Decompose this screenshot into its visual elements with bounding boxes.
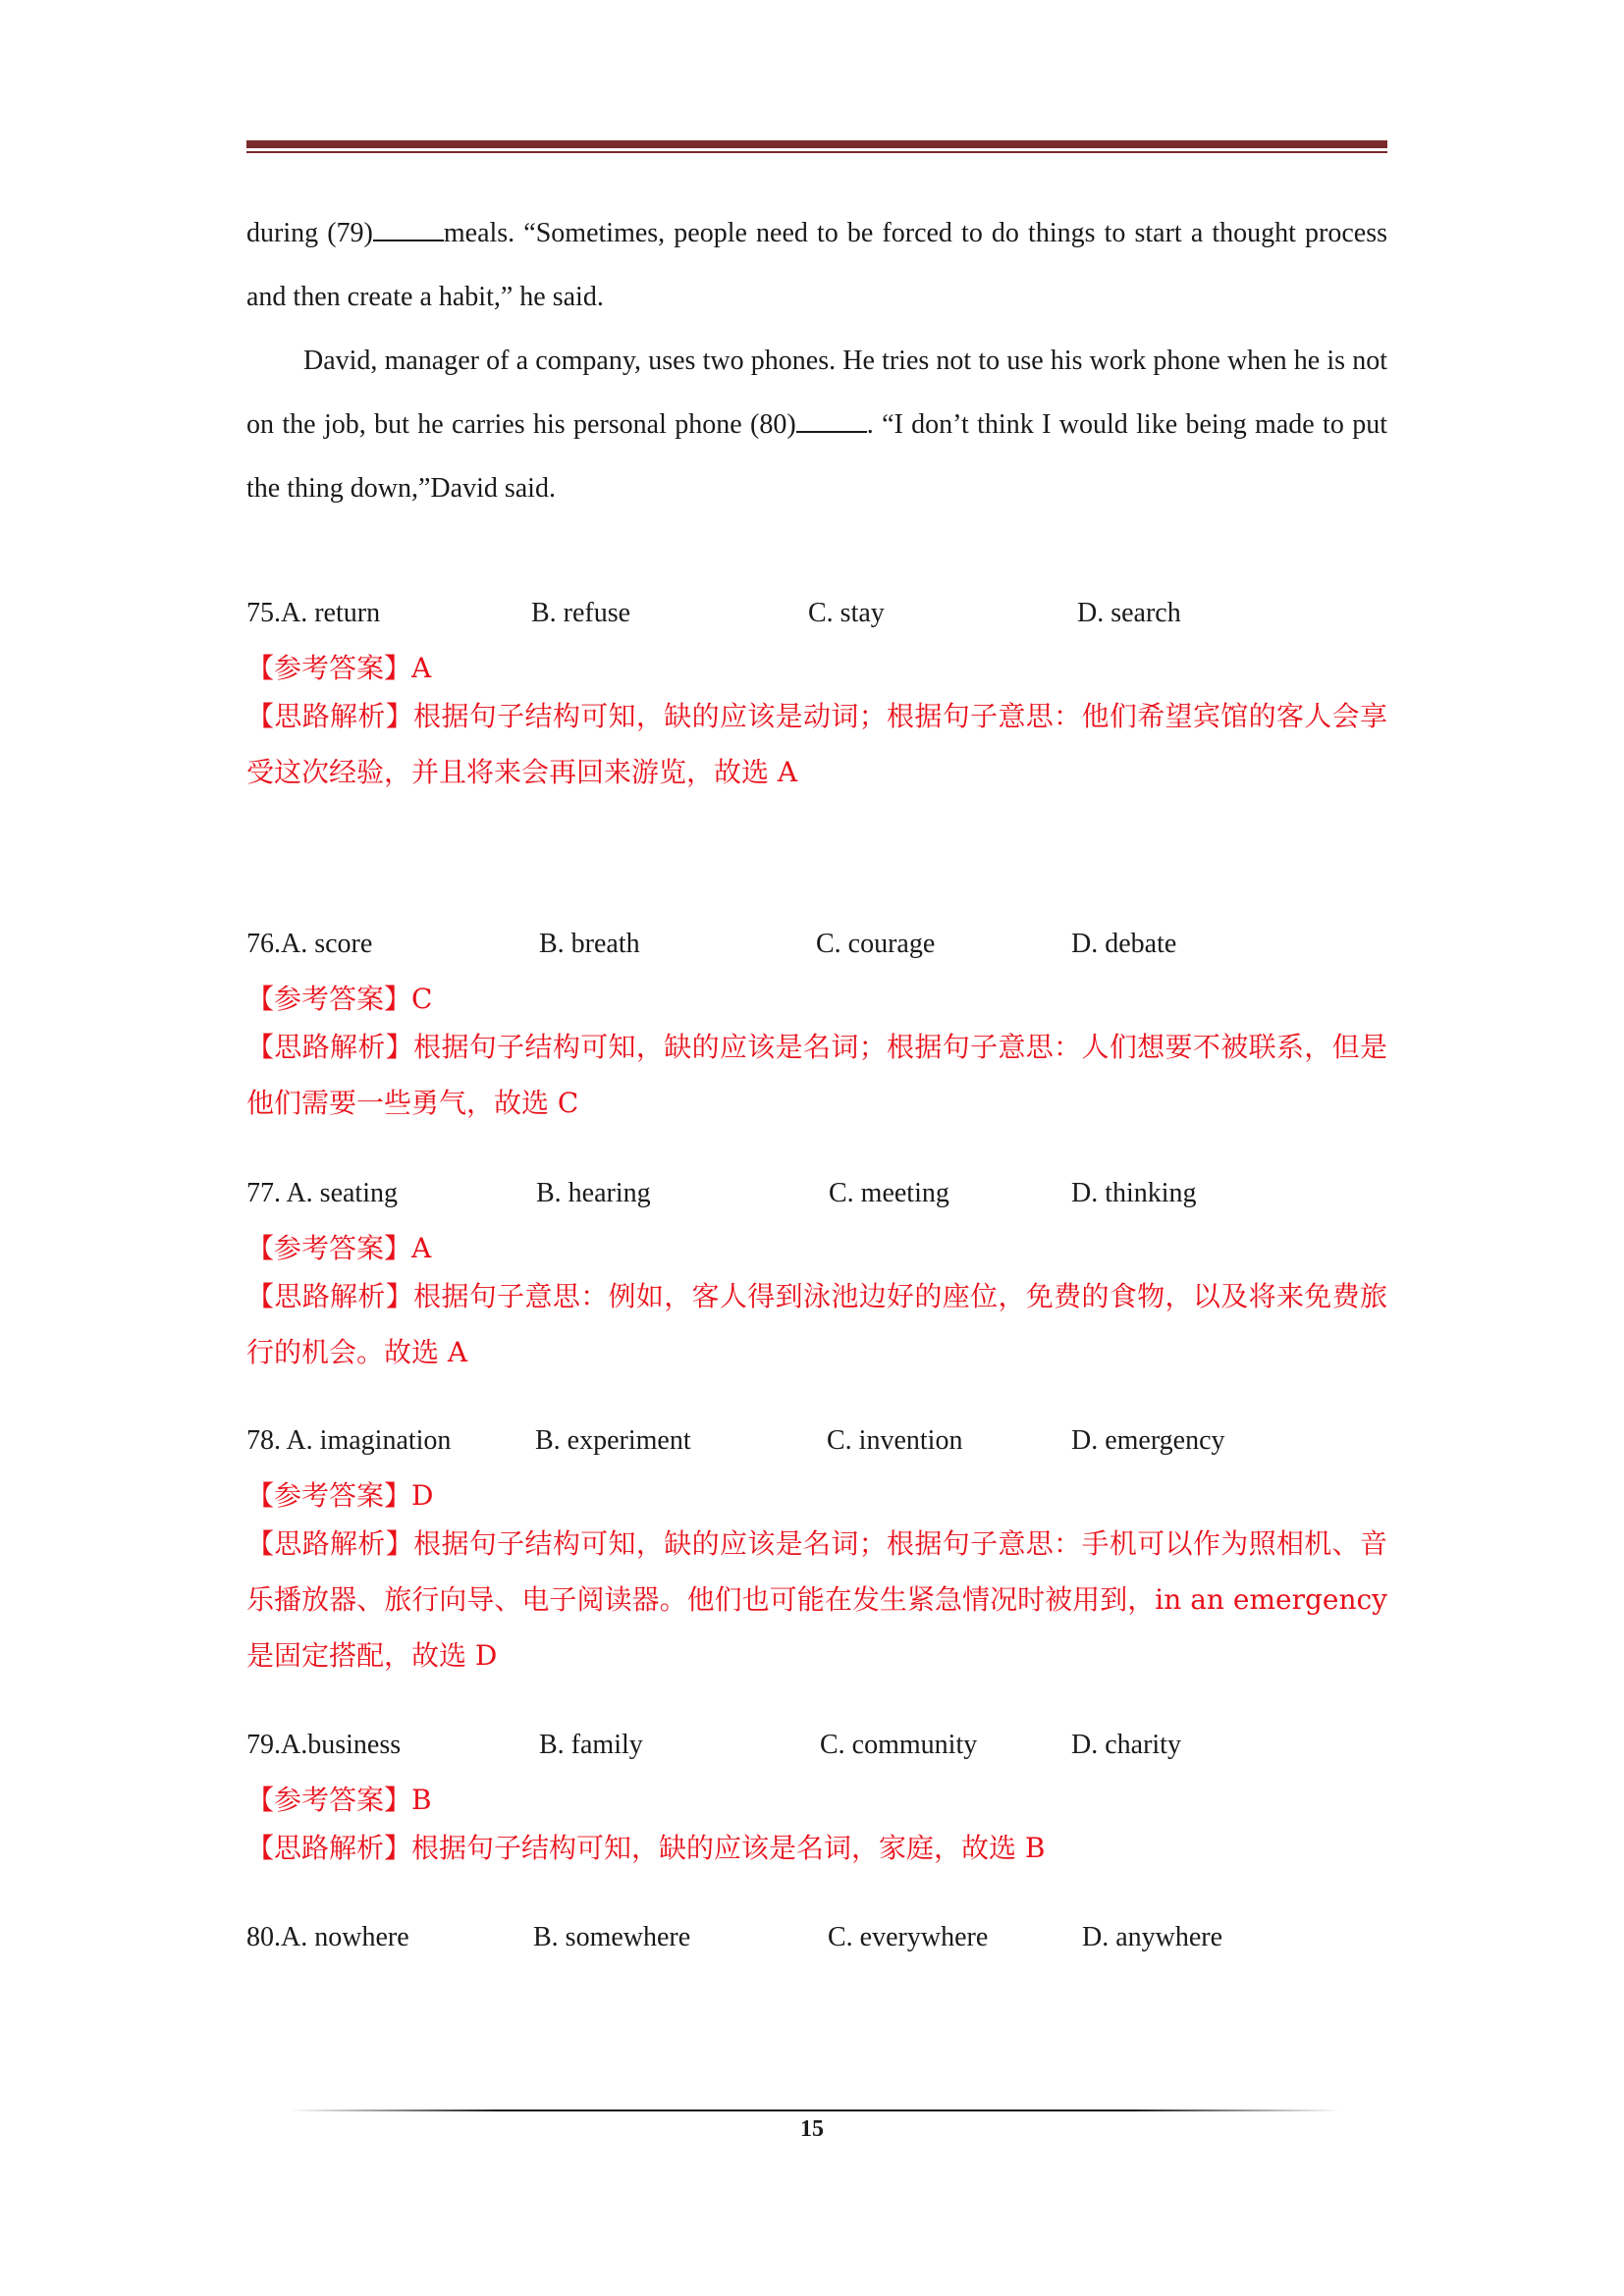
explanation: 【思路解析】根据句子结构可知，缺的应该是名词；根据句子意思：手机可以作为照相机、音乐播放器、旅行向导、电子阅读器。他们也可能在发生紧急情况时被用到，in an emergency 是固定搭配，故选 D (246, 1527, 1387, 1672)
options-row (246, 1918, 1387, 1957)
option-d: D. thinking (1071, 1178, 1197, 1208)
blank-80 (796, 407, 867, 433)
option-b: B. hearing (536, 1178, 651, 1208)
question-77 (246, 1174, 1387, 1380)
footer-rule (290, 2109, 1340, 2111)
option-a: 76.A. score (246, 929, 373, 959)
option-a: 80.A. nowhere (246, 1922, 409, 1952)
page-number: 15 (800, 2116, 824, 2142)
option-c: C. meeting (829, 1178, 949, 1208)
options-row (246, 925, 1387, 964)
passage-text: during (79) (246, 218, 373, 248)
passage-paragraph-2 (246, 329, 1387, 520)
question-78 (246, 1421, 1387, 1683)
option-d: D. anywhere (1082, 1922, 1223, 1952)
option-c: C. community (820, 1730, 978, 1760)
option-b: B. somewhere (533, 1922, 691, 1952)
option-c: C. invention (827, 1425, 963, 1456)
passage-paragraph-1 (246, 201, 1387, 329)
reference-answer: 【参考答案】D (246, 1479, 434, 1512)
passage-text: David, manager of a company, uses two phones. He tries not to use his work phone when he is not on the job, but he carries his personal phone (80) (246, 346, 1387, 440)
passage-text: meals. “Sometimes, people need to be forced to do things to start a thought process and then create a habit,” he said. (246, 218, 1387, 312)
option-d: D. charity (1071, 1730, 1181, 1760)
header-rule-thin (246, 151, 1387, 153)
header-rule-thick (246, 140, 1387, 148)
option-a: 77. A. seating (246, 1178, 398, 1208)
options-row (246, 1174, 1387, 1213)
options-row (246, 594, 1387, 633)
option-b: B. experiment (535, 1425, 691, 1456)
reference-answer: 【参考答案】C (246, 983, 433, 1015)
option-d: D. search (1077, 598, 1181, 628)
option-b: B. breath (539, 929, 640, 959)
reference-answer: 【参考答案】B (246, 1784, 432, 1816)
blank-79 (373, 216, 444, 241)
option-b: B. refuse (531, 598, 631, 628)
option-c: C. everywhere (828, 1922, 989, 1952)
option-a: 79.A.business (246, 1730, 402, 1760)
option-b: B. family (539, 1730, 643, 1760)
reference-answer: 【参考答案】A (246, 652, 432, 684)
explanation: 【思路解析】根据句子结构可知，缺的应该是动词；根据句子意思：他们希望宾馆的客人会享受这次经验，并且将来会再回来游览，故选 A (246, 700, 1387, 788)
explanation: 【思路解析】根据句子意思：例如，客人得到泳池边好的座位，免费的食物，以及将来免费旅行的机会。故选 A (246, 1280, 1387, 1368)
explanation: 【思路解析】根据句子结构可知，缺的应该是名词，家庭，故选 B (246, 1832, 1046, 1864)
question-76 (246, 925, 1387, 1131)
question-80 (246, 1918, 1387, 1957)
options-row (246, 1726, 1387, 1765)
options-row (246, 1421, 1387, 1461)
option-d: D. debate (1071, 929, 1177, 959)
option-a: 75.A. return (246, 598, 381, 628)
header-rule (246, 140, 1387, 153)
question-75 (246, 594, 1387, 800)
question-79 (246, 1726, 1387, 1876)
reference-answer: 【参考答案】A (246, 1232, 432, 1264)
option-a: 78. A. imagination (246, 1425, 452, 1456)
option-d: D. emergency (1071, 1425, 1225, 1456)
page-content (246, 201, 1387, 1952)
passage-text: . “I don’t think I would like being made to put the thing down,”David said. (246, 409, 1387, 504)
option-c: C. stay (808, 598, 885, 628)
option-c: C. courage (816, 929, 936, 959)
explanation: 【思路解析】根据句子结构可知，缺的应该是名词；根据句子意思：人们想要不被联系，但是他们需要一些勇气，故选 C (246, 1031, 1387, 1119)
